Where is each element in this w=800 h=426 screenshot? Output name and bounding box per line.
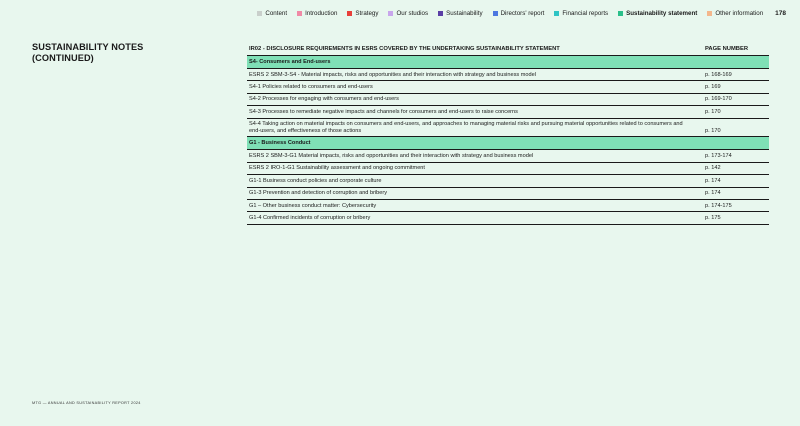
nav-item-label: Other information: [715, 10, 764, 17]
table-row: [247, 200, 769, 212]
nav-item-label: Sustainability statement: [626, 10, 698, 17]
nav-item-label: Financial reports: [562, 10, 609, 17]
row-page: p. 142: [705, 165, 721, 172]
section-title-line-2: (CONTINUED): [32, 52, 94, 63]
nav-color-square-icon: [554, 11, 559, 16]
nav-color-square-icon: [257, 11, 262, 16]
row-page: p. 168-169: [705, 71, 732, 78]
row-text: ESRS 2 SBM-3-S4 - Material impacts, risks and opportunities and their interaction with strategy and business model: [249, 71, 536, 78]
row-text: S4-4 Taking action on material impacts on consumers and end-users, and approaches to managing material risks and pursuing material opportunities related to consumers and end-users, and effectiveness of those actions: [249, 121, 683, 134]
nav-item-label: Content: [265, 10, 288, 17]
row-page: p. 169: [705, 83, 721, 90]
nav-item-our-studios[interactable]: [388, 10, 428, 17]
page-number: 178: [775, 10, 786, 17]
table-row: [247, 163, 769, 175]
table-row: [247, 69, 769, 81]
footer-report-title: MTG — ANNUAL AND SUSTAINABILITY REPORT 2024: [32, 401, 141, 405]
table-row: [247, 94, 769, 106]
nav-color-square-icon: [438, 11, 443, 16]
row-text: ESRS 2 SBM-3-G1 Material impacts, risks and opportunities and their interaction with strategy and business model: [249, 153, 534, 160]
table-row: [247, 150, 769, 162]
table-row: [247, 212, 769, 224]
header-disclosure-requirements: IR02 - DISCLOSURE REQUIREMENTS IN ESRS COVERED BY THE UNDERTAKING SUSTAINABILITY STATEMENT: [249, 46, 560, 52]
nav-item-label: Directors' report: [500, 10, 545, 17]
nav-item-financial-reports[interactable]: [554, 10, 608, 17]
nav-color-square-icon: [707, 11, 712, 16]
row-text: G1 – Other business conduct matter: Cybersecurity: [249, 202, 377, 209]
nav-item-sustainability[interactable]: [438, 10, 482, 17]
nav-item-sustainability-statement[interactable]: [618, 10, 697, 17]
nav-item-introduction[interactable]: [297, 10, 337, 17]
table-row: [247, 106, 769, 118]
row-page: p. 170: [705, 108, 721, 115]
table-row: [247, 119, 769, 138]
row-page: p. 169-170: [705, 96, 732, 103]
nav-color-square-icon: [297, 11, 302, 16]
nav-item-other-information[interactable]: [707, 10, 763, 17]
row-page: p. 174: [705, 190, 721, 197]
table-row: [247, 81, 769, 93]
nav-color-square-icon: [388, 11, 393, 16]
nav-color-square-icon: [618, 11, 623, 16]
section-title-line-1: SUSTAINABILITY NOTES: [32, 42, 144, 52]
nav-item-label: Introduction: [305, 10, 338, 17]
row-text: ESRS 2 IRO-1-G1 Sustainability assessment and ongoing commitment: [249, 165, 425, 172]
row-page: p. 175: [705, 214, 721, 221]
table-header: [247, 46, 769, 56]
section-title: [32, 42, 143, 63]
row-text: G1-4 Confirmed incidents of corruption or bribery: [249, 214, 371, 221]
row-text: G1-1 Business conduct policies and corporate culture: [249, 177, 382, 184]
disclosure-table: [247, 46, 769, 225]
row-page: p. 170: [705, 127, 721, 134]
group-header-g1: G1 - Business Conduct: [247, 137, 769, 150]
group-header-s4: S4- Consumers and End-users: [247, 56, 769, 69]
row-text: S4-3 Processes to remediate negative impacts and channels for consumers and end-users to raise concerns: [249, 108, 518, 115]
nav-item-label: Sustainability: [446, 10, 483, 17]
nav-color-square-icon: [347, 11, 352, 16]
row-page: p. 174: [705, 177, 721, 184]
row-text: G1-3 Prevention and detection of corruption and bribery: [249, 190, 388, 197]
table-row: [247, 188, 769, 200]
nav-item-label: Strategy: [355, 10, 379, 17]
row-text: S4-1 Policies related to consumers and end-users: [249, 83, 373, 90]
nav-item-label: Our studios: [396, 10, 429, 17]
nav-color-square-icon: [493, 11, 498, 16]
top-navigation: [257, 10, 786, 17]
row-page: p. 173-174: [705, 153, 732, 160]
nav-item-strategy[interactable]: [347, 10, 378, 17]
row-page: p. 174-175: [705, 202, 732, 209]
header-page-number: PAGE NUMBER: [705, 46, 749, 52]
row-text: S4-2 Processes for engaging with consumers and end-users: [249, 96, 399, 103]
table-row: [247, 175, 769, 187]
nav-item-content[interactable]: [257, 10, 287, 17]
nav-item-directors-report[interactable]: [493, 10, 545, 17]
